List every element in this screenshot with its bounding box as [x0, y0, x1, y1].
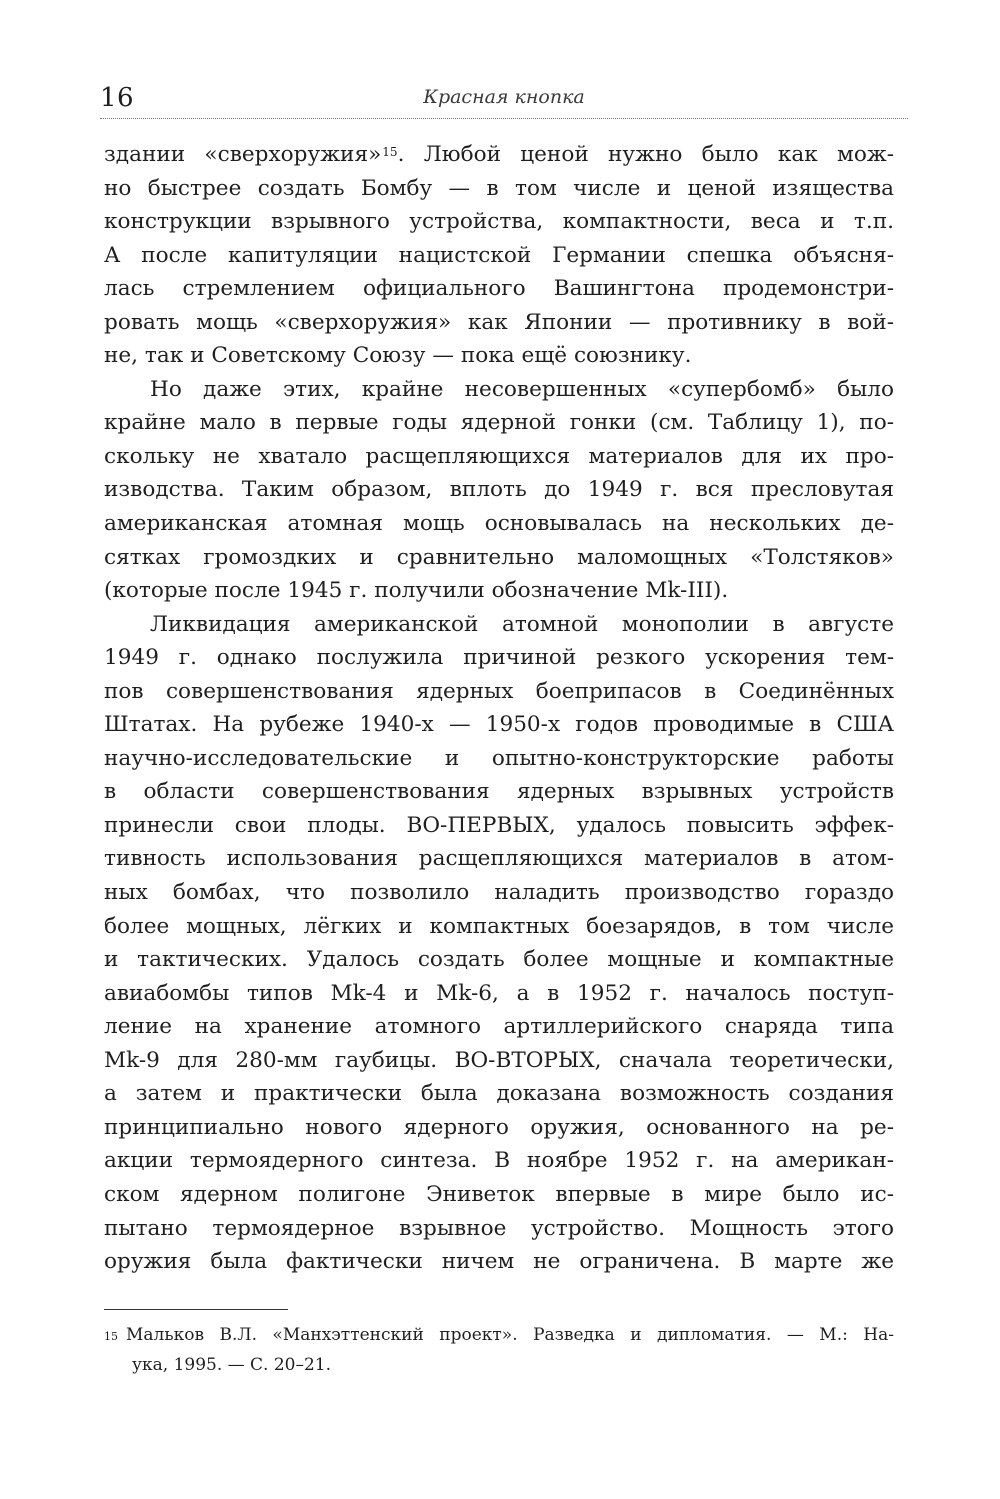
- paragraph-3-line-12: авиабомбы типов Mk-4 и Mk-6, а в 1952 г. началось поступ-: [104, 980, 894, 1006]
- paragraph-3-line-6: в области совершенствования ядерных взрывных устройств: [104, 779, 894, 805]
- header-dotted-rule: [100, 118, 908, 119]
- paragraph-3-line-17: акции термоядерного синтеза. В ноябре 1952 г. на американ-: [104, 1148, 894, 1174]
- paragraph-3-line-10: более мощных, лёгких и компактных боезарядов, в том числе: [104, 913, 894, 939]
- paragraph-1-line-5: лась стремлением официального Вашингтона продемонстри-: [104, 276, 894, 302]
- paragraph-1-line-3: конструкции взрывного устройства, компактности, веса и т.п.: [104, 209, 894, 235]
- paragraph-2-line-4: изводства. Таким образом, вплоть до 1949 г. вся пресловутая: [104, 477, 894, 503]
- body-text: [104, 138, 894, 1279]
- paragraph-3-line-18: ском ядерном полигоне Эниветок впервые в мире было ис-: [104, 1181, 894, 1207]
- footnote-separator: [104, 1309, 288, 1310]
- paragraph-3-line-3: пов совершенствования ядерных боеприпасов в Соединённых: [104, 678, 894, 704]
- paragraph-3-line-7: принесли свои плоды. ВО-ПЕРВЫХ, удалось повысить эффек-: [104, 812, 894, 838]
- paragraph-3-line-5: научно-исследовательские и опытно-конструкторские работы: [104, 745, 894, 771]
- paragraph-1-line-4: А после капитуляции нацистской Германии спешка объясня-: [104, 242, 894, 268]
- running-header: [100, 78, 908, 118]
- paragraph-1-line-7: не, так и Советскому Союзу — пока ещё союзнику.: [104, 343, 692, 369]
- paragraph-3-line-8: тивность использования расщепляющихся материалов в атом-: [104, 846, 894, 872]
- footnote-reference-15[interactable]: 15: [382, 145, 398, 159]
- footnote-text-run: Мальков В.Л. «Манхэттенский проект». Разведка и дипломатия. — М.: На-: [126, 1325, 894, 1345]
- footnote-number: 15: [104, 1330, 118, 1343]
- text-run: здании «сверхоружия»: [104, 142, 382, 167]
- paragraph-1-line-2: но быстрее создать Бомбу — в том числе и ценой изящества: [104, 175, 894, 201]
- paragraph-3-line-4: Штатах. На рубеже 1940-х — 1950-х годов проводимые в США: [104, 712, 894, 738]
- paragraph-3-line-20: оружия была фактически ничем не ограничена. В марте же: [104, 1249, 894, 1275]
- paragraph-2-line-7: (которые после 1945 г. получили обозначение Mk-III).: [104, 578, 729, 604]
- paragraph-3-line-16: принципиально нового ядерного оружия, основанного на ре-: [104, 1114, 894, 1140]
- paragraph-3-line-14: Mk-9 для 280-мм гаубицы. ВО-ВТОРЫХ, сначала теоретически,: [104, 1047, 894, 1073]
- footnote-line-1: [104, 1320, 894, 1350]
- footnote-15: [104, 1320, 894, 1380]
- running-title: Красная кнопка: [423, 86, 585, 108]
- paragraph-3-line-9: ных бомбах, что позволило наладить производство гораздо: [104, 880, 894, 906]
- paragraph-3-line-2: 1949 г. однако послужила причиной резкого ускорения тем-: [104, 645, 894, 671]
- paragraph-2-line-3: скольку не хватало расщепляющихся материалов для их про-: [104, 443, 894, 469]
- paragraph-2-line-5: американская атомная мощь основывалась на нескольких де-: [104, 511, 894, 537]
- paragraph-3-line-1: Ликвидация американской атомной монополии в августе: [150, 611, 894, 637]
- page-number: 16: [100, 83, 135, 113]
- paragraph-1-line-1: [104, 138, 894, 172]
- paragraph-2-line-1: Но даже этих, крайне несовершенных «супербомб» было: [150, 376, 894, 402]
- footnote-line-2: ука, 1995. — С. 20–21.: [132, 1355, 332, 1375]
- paragraph-1-line-6: ровать мощь «сверхоружия» как Японии — противнику в вой-: [104, 309, 894, 335]
- paragraph-3-line-15: а затем и практически была доказана возможность создания: [104, 1081, 894, 1107]
- paragraph-3-line-13: ление на хранение атомного артиллерийского снаряда типа: [104, 1014, 894, 1040]
- paragraph-2-line-6: сятках громоздких и сравнительно маломощных «Толстяков»: [104, 544, 894, 570]
- paragraph-3-line-19: пытано термоядерное взрывное устройство. Мощность этого: [104, 1215, 894, 1241]
- text-run: . Любой ценой нужно было как мож-: [397, 142, 894, 167]
- paragraph-3-line-11: и тактических. Удалось создать более мощные и компактные: [104, 947, 894, 973]
- paragraph-2-line-2: крайне мало в первые годы ядерной гонки (см. Таблицу 1), по-: [104, 410, 894, 436]
